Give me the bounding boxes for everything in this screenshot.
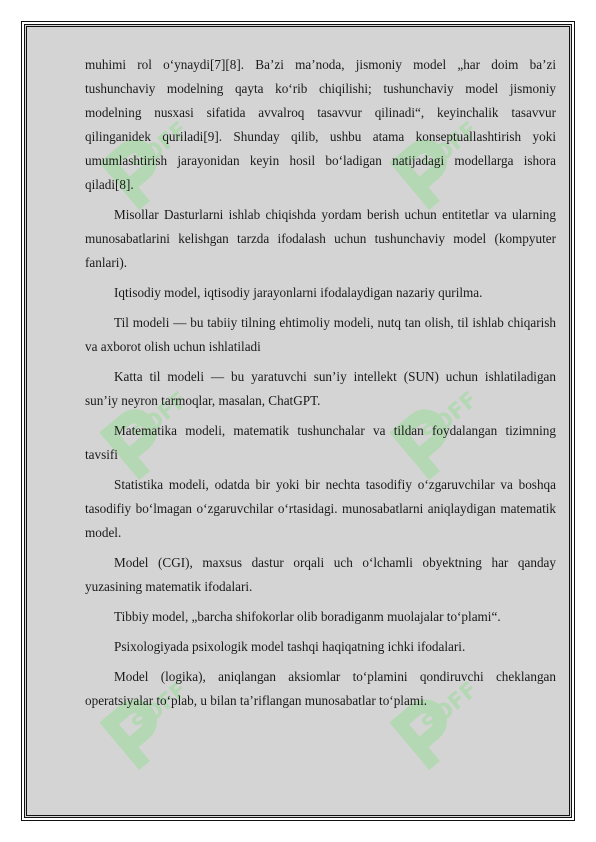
svg-text:SOFF: SOFF [417,677,483,738]
paragraph: Til modeli — bu tabiiy tilning ehtimoliy modeli, nutq tan olish, til ishlab chiqarish va axborot olish uchun ishlatiladi [85,315,556,354]
paragraph: Misollar Dasturlarni ishlab chiqishda yordam berish uchun entitetlar va ularning munosabatlarini kelishgan tarzda ifodalash uchun tushunchaviy model (kompyuter fanlari). [85,207,556,270]
paragraph: Matematika modeli, matematik tushunchalar va tildan foydalangan tizimning tavsifi [85,423,556,462]
paragraph: Statistika modeli, odatda bir yoki bir nechta tasodifiy o‘zgaruvchilar va boshqa tasodifiy bo‘lmagan o‘zgaruvchilar o‘rtasidagi. munosabatlarni aniqlaydigan matematik model. [85,477,556,540]
page-frame [24,24,572,818]
svg-text:SOFF: SOFF [417,387,483,448]
paragraph: Model (logika), aniqlangan aksiomlar to‘plamini qondiruvchi cheklangan operatsiyalar to‘plab, u bilan ta’riflangan munosabatlar to‘plami. [85,669,556,708]
paragraph: muhimi rol o‘ynaydi[7][8]. Ba’zi ma’noda, jismoniy model „har doim ba’zi tushunchaviy modelning qayta ko‘rib chiqilishi; tushunchaviy model jismoniy modelning nusxasi sifatida avvalroq tasavvur qilinadi“, keyinchalik tasavvur qilinganidek quriladi[9]. Shunday qilib, ushbu atama konseptuallashtirish yoki umumlashtirish jarayonidan keyin hosil bo‘ladigan natijadagi modellarga ishora qiladi[8]. [85,57,556,192]
paragraph: Katta til modeli — bu yaratuvchi sun’iy intellekt (SUN) uchun ishlatiladigan sun’iy neyron tarmoqlar, masalan, ChatGPT. [85,369,556,408]
svg-text:SOFF: SOFF [417,117,483,178]
svg-text:SOFF: SOFF [127,677,193,738]
paragraph: Model (CGI), maxsus dastur orqali uch o‘lchamli obyektning har qanday yuzasining matematik ifodalari. [85,555,556,594]
paragraph: Tibbiy model, „barcha shifokorlar olib boradiganm muolajalar to‘plami“. [114,609,501,624]
document-body [85,53,556,719]
paragraph: Iqtisodiy model, iqtisodiy jarayonlarni ifodalaydigan nazariy qurilma. [114,285,483,300]
svg-text:SOFF: SOFF [127,387,193,448]
svg-text:SOFF: SOFF [127,117,193,178]
paragraph: Psixologiyada psixologik model tashqi haqiqatning ichki ifodalari. [114,639,466,654]
